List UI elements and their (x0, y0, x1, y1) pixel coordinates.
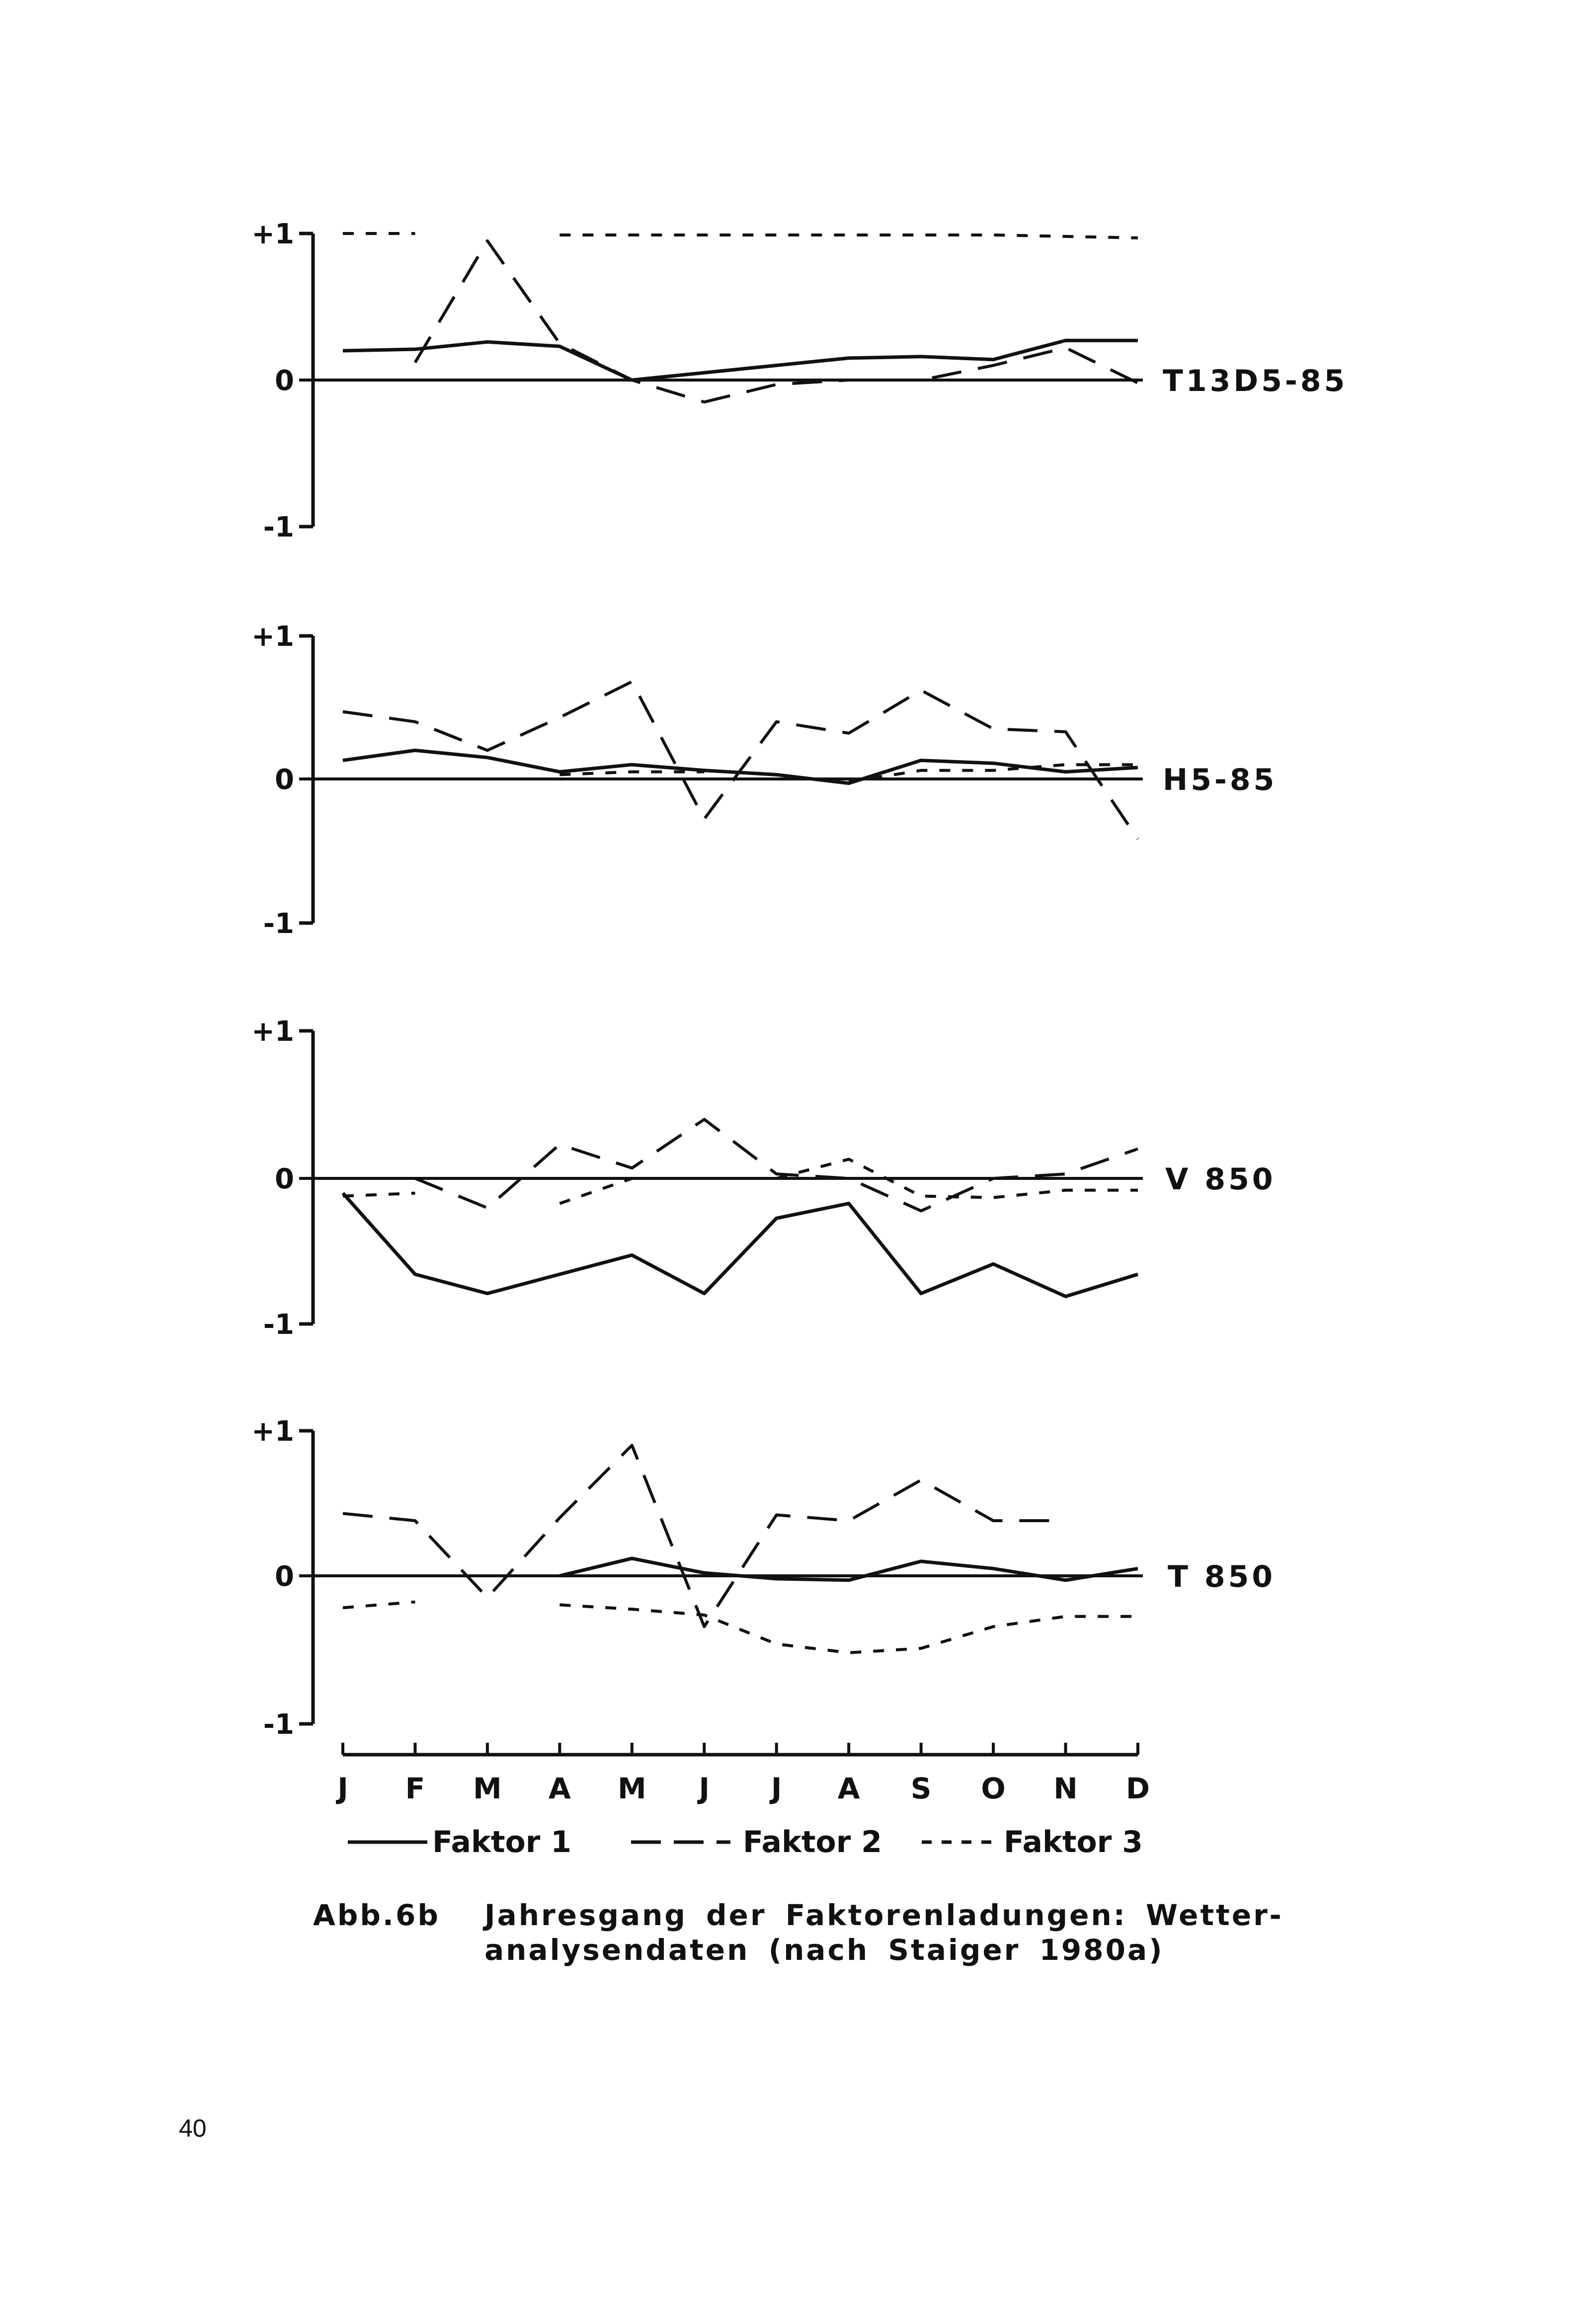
series-label: V 850 (1165, 1162, 1276, 1197)
series-label: T 850 (1168, 1559, 1276, 1594)
x-tick-label: N (1053, 1772, 1078, 1805)
factor2-line (415, 241, 1138, 402)
chart-panel-2 (251, 620, 1277, 940)
x-tick-label: F (405, 1772, 425, 1805)
y-tick-label: -1 (263, 908, 294, 940)
y-tick-label: 0 (275, 1560, 294, 1593)
x-tick-label: J (699, 1772, 710, 1805)
factor2-line (415, 1119, 1138, 1211)
y-tick-label: -1 (263, 1708, 294, 1741)
y-tick-label: 0 (275, 365, 294, 397)
x-tick-label: O (981, 1772, 1006, 1805)
x-tick-label: J (337, 1772, 348, 1805)
factor1-line (343, 340, 1138, 380)
factor3-line (559, 235, 1138, 238)
legend (348, 1825, 1143, 1859)
y-tick-label: -1 (263, 1309, 294, 1341)
month-axis (335, 1743, 1150, 1805)
x-tick-label: A (837, 1772, 860, 1805)
legend-label: Faktor 1 (432, 1825, 571, 1859)
x-tick-label: D (1125, 1772, 1150, 1805)
factor3-line (559, 1178, 632, 1203)
chart-panel-1 (251, 218, 1348, 543)
y-tick-label: +1 (251, 620, 294, 653)
factor3-line (559, 1605, 1138, 1652)
factor3-line (343, 1193, 415, 1196)
chart-panel-4 (251, 1415, 1276, 1741)
series-label: T13D5-85 (1163, 364, 1348, 398)
y-tick-label: +1 (251, 1015, 294, 1048)
x-tick-label: A (548, 1772, 571, 1805)
y-tick-label: +1 (251, 218, 294, 250)
x-tick-label: S (910, 1772, 932, 1805)
y-tick-label: 0 (275, 1163, 294, 1195)
y-tick-label: 0 (275, 764, 294, 796)
caption-text: Jahresgang der Faktorenladungen: Wetter-analysendaten (nach Staiger 1980a) (484, 1898, 1283, 1967)
legend-label: Faktor 2 (743, 1825, 882, 1859)
chart-panel-3 (251, 1015, 1276, 1341)
legend-label: Faktor 3 (1004, 1825, 1143, 1859)
y-tick-label: +1 (251, 1415, 294, 1448)
page-number: 40 (179, 2114, 207, 2142)
factor3-line (559, 772, 704, 775)
x-tick-label: M (617, 1772, 646, 1805)
series-label: H5-85 (1163, 763, 1277, 797)
factor2-line (343, 1445, 1066, 1627)
caption-number: Abb.6b (313, 1898, 440, 1932)
y-tick-label: -1 (263, 511, 294, 543)
x-tick-label: M (473, 1772, 502, 1805)
x-tick-label: J (771, 1772, 782, 1805)
factor2-line (343, 682, 1138, 839)
factor3-line (343, 1602, 415, 1608)
factor1-line (343, 1193, 1138, 1297)
